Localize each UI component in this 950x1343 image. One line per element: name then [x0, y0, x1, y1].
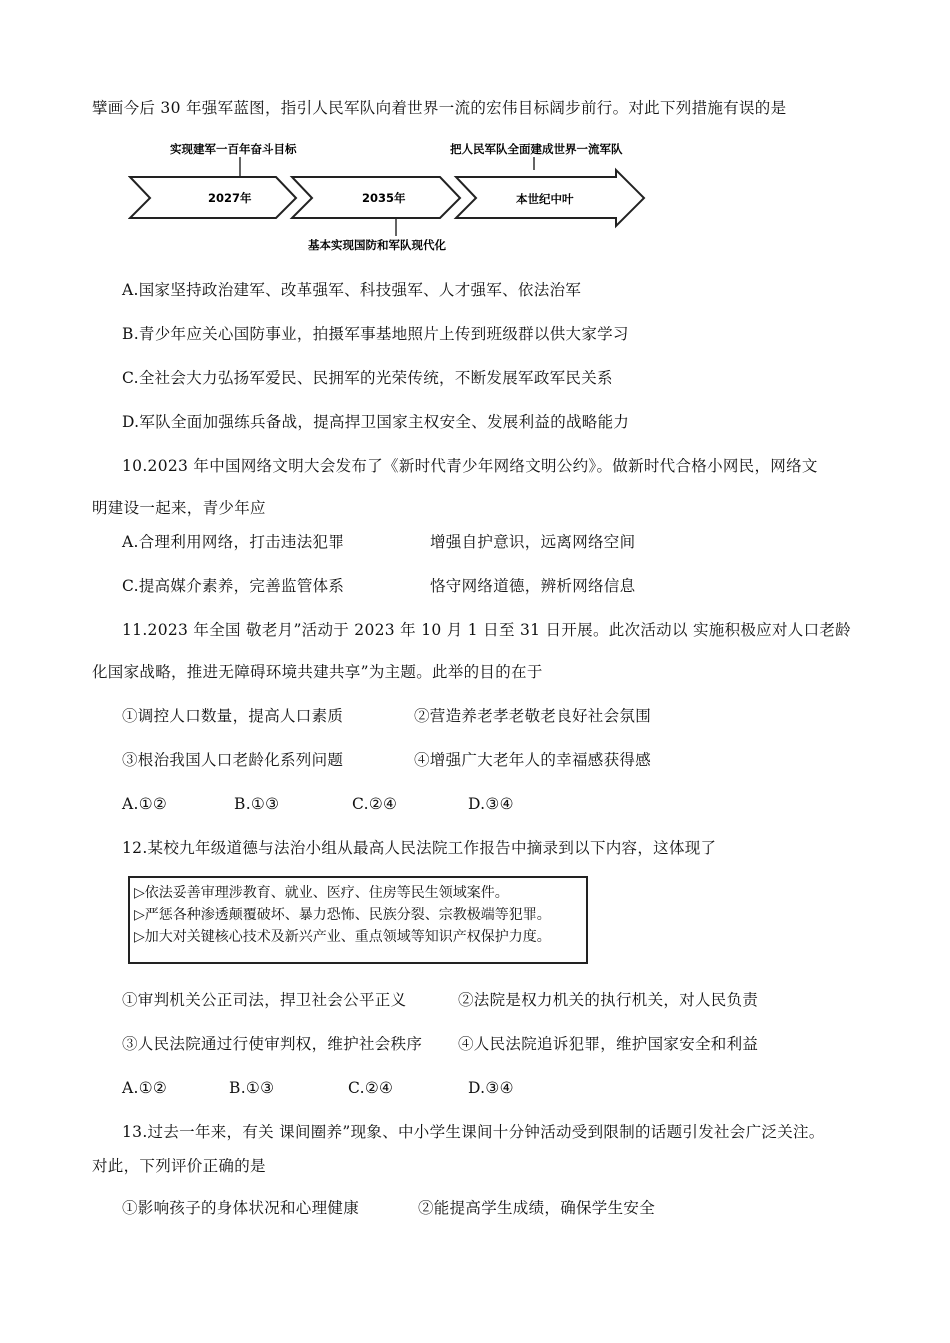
q12-choice-b: B.①③: [229, 1079, 275, 1097]
q12-choice-a: A.①②: [122, 1079, 168, 1097]
q12-report-excerpt-box: [128, 876, 588, 964]
timeline-bottom-label: 基本实现国防和军队现代化: [308, 238, 446, 252]
q11-statement-4: ④增强广大老年人的幸福感获得感: [414, 751, 652, 769]
q11-choice-d: D.③④: [468, 795, 514, 813]
q9-option-b: B.青少年应关心国防事业，拍摄军事基地照片上传到班级群以供大家学习: [122, 325, 629, 343]
q12-report-item: ▷依法妥善审理涉教育、就业、医疗、住房等民生领域案件。: [134, 885, 509, 901]
q11-choice-b: B.①③: [234, 795, 280, 813]
q12-statement-4: ④人民法院追诉犯罪，维护国家安全和利益: [458, 1035, 759, 1053]
timeline-stage-3-label: 本世纪中叶: [516, 192, 574, 206]
q9-option-a: A.国家坚持政治建军、改革强军、科技强军、人才强军、依法治军: [122, 281, 582, 299]
q11-statement-2: ②营造养老孝老敬老良好社会氛围: [414, 707, 652, 725]
q12-choice-c: C.②④: [348, 1079, 394, 1097]
timeline-stage-2-label: 2035年: [362, 191, 406, 205]
q10-stem-line2: 明建设一起来，青少年应: [92, 499, 266, 517]
q13-statement-1: ①影响孩子的身体状况和心理健康: [122, 1199, 360, 1217]
q10-option-a: A.合理利用网络，打击违法犯罪: [122, 533, 345, 551]
q9-intro: 擘画今后 30 年强军蓝图，指引人民军队向着世界一流的宏伟目标阔步前行。对此下列措施有误的是: [92, 99, 787, 117]
timeline-top-label: 实现建军一百年奋斗目标: [170, 142, 297, 156]
q12-report-item: ▷严惩各种渗透颠覆破坏、暴力恐怖、民族分裂、宗教极端等犯罪。: [134, 907, 551, 923]
q9-option-d: D.军队全面加强练兵备战，提高捍卫国家主权安全、发展利益的战略能力: [122, 413, 630, 431]
q12-statement-1: ①审判机关公正司法，捍卫社会公平正义: [122, 991, 407, 1009]
q12-statement-2: ②法院是权力机关的执行机关，对人民负责: [458, 991, 759, 1009]
q12-statement-3: ③人民法院通过行使审判权，维护社会秩序: [122, 1035, 423, 1053]
q11-choice-c: C.②④: [352, 795, 398, 813]
timeline-top-label-right: 把人民军队全面建成世界一流军队: [450, 142, 623, 156]
q10-option-b: 增强自护意识，远离网络空间: [430, 533, 636, 551]
q10-option-d: 恪守网络道德，辨析网络信息: [430, 577, 636, 595]
military-timeline-figure: [128, 140, 648, 260]
q11-statement-3: ③根治我国人口老龄化系列问题: [122, 751, 344, 769]
q13-statement-2: ②能提高学生成绩，确保学生安全: [418, 1199, 656, 1217]
timeline-stage-1-label: 2027年: [208, 191, 252, 205]
q12-choice-d: D.③④: [468, 1079, 514, 1097]
q12-report-item: ▷加大对关键核心技术及新兴产业、重点领域等知识产权保护力度。: [134, 929, 551, 945]
q13-stem-line1: 13.过去一年来，有关 课间圈养”现象、中小学生课间十分钟活动受到限制的话题引发社会广泛关注。: [122, 1123, 825, 1141]
q11-statement-1: ①调控人口数量，提高人口素质: [122, 707, 344, 725]
q10-stem-line1: 10.2023 年中国网络文明大会发布了《新时代青少年网络文明公约》。做新时代合格小网民，网络文: [122, 457, 818, 475]
q10-option-c: C.提高媒介素养，完善监管体系: [122, 577, 345, 595]
q12-stem: 12.某校九年级道德与法治小组从最高人民法院工作报告中摘录到以下内容，这体现了: [122, 839, 717, 857]
q9-option-c: C.全社会大力弘扬军爱民、民拥军的光荣传统，不断发展军政军民关系: [122, 369, 613, 387]
q11-stem-line1: 11.2023 年全国 敬老月”活动于 2023 年 10 月 1 日至 31 日开展。此次活动以 实施积极应对人口老龄: [122, 621, 851, 639]
q11-stem-line2: 化国家战略，推进无障碍环境共建共享”为主题。此举的目的在于: [92, 663, 543, 681]
q13-stem-line2: 对此，下列评价正确的是: [92, 1157, 266, 1175]
q11-choice-a: A.①②: [122, 795, 168, 813]
